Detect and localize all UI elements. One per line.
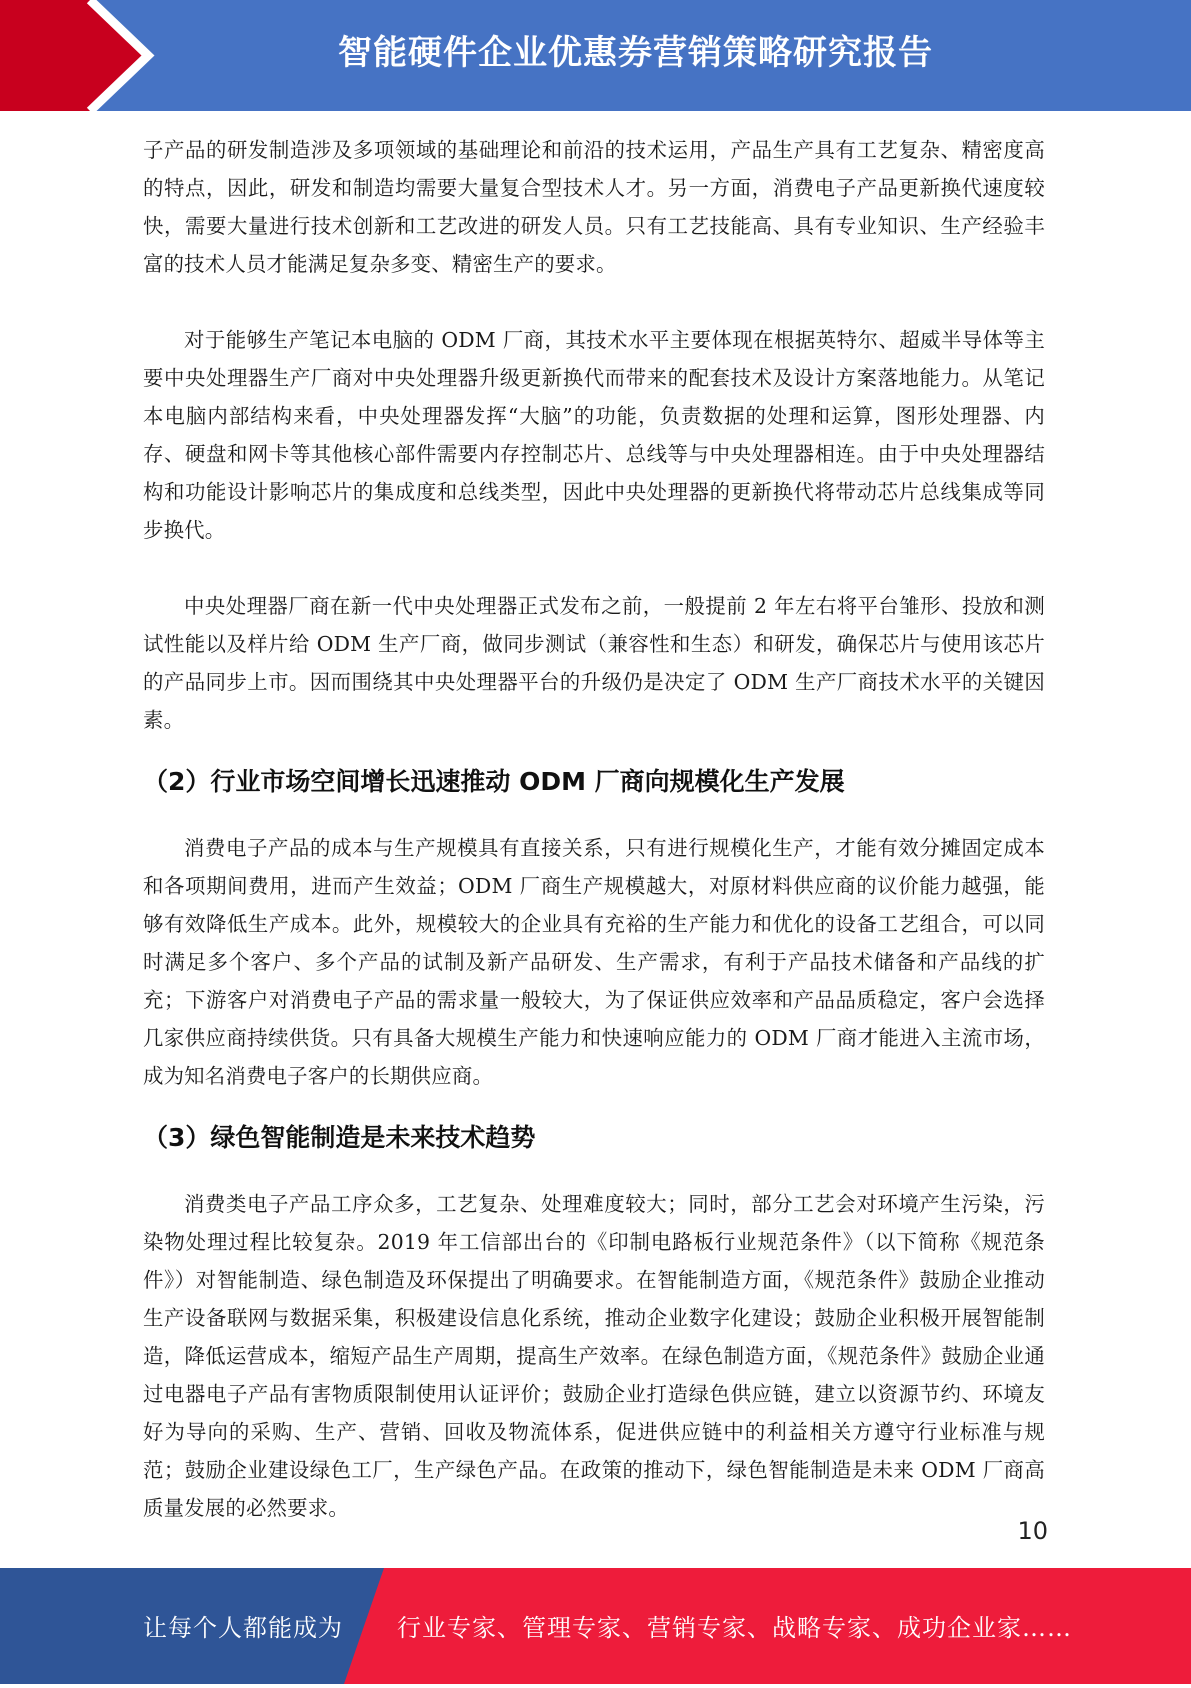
paragraph-odm-technology: 对于能够生产笔记本电脑的 ODM 厂商，其技术水平主要体现在根据英特尔、超威半导体等主要中央处理器生产厂商对中央处理器升级更新换代而带来的配套技术及设计方案落地能力。从笔记本电脑内部结构来看，中央处理器发挥“大脑”的功能，负责数据的处理和运算，图形处理器、内存、硬盘和网卡等其他核心部件需要内存控制芯片、总线等与中央处理器相连。由于中央处理器结构和功能设计影响芯片的集成度和总线类型，因此中央处理器的更新换代将带动芯片总线集成等同步换代。 <box>143 328 1045 542</box>
paragraph-spacer <box>143 283 1045 321</box>
section-heading-3: （3）绿色智能制造是未来技术趋势 <box>143 1123 536 1152</box>
paragraph-green-manufacturing: 消费类电子产品工序众多，工艺复杂、处理难度较大；同时，部分工艺会对环境产生污染，污染物处理过程比较复杂。2019 年工信部出台的《印制电路板行业规范条件》（以下简称《规范条件》）对智能制造、绿色制造及环保提出了明确要求。在智能制造方面，《规范条件》鼓励企业推动生产设备联网与数据采集，积极建设信息化系统，推动企业数字化建设；鼓励企业积极开展智能制造，降低运营成本，缩短产品生产周期，提高生产效率。在绿色制造方面，《规范条件》鼓励企业通过电器电子产品有害物质限制使用认证评价；鼓励企业打造绿色供应链，建立以资源节约、环境友好为导向的采购、生产、营销、回收及物流体系，促进供应链中的利益相关方遵守行业标准与规范；鼓励企业建设绿色工厂，生产绿色产品。在政策的推动下，绿色智能制造是未来 ODM 厂商高质量发展的必然要求。 <box>143 1192 1045 1520</box>
page-number: 10 <box>1017 1517 1048 1545</box>
page-footer-banner <box>0 1568 1191 1684</box>
paragraph-talent: 子产品的研发制造涉及多项领域的基础理论和前沿的技术运用，产品生产具有工艺复杂、精密度高的特点，因此，研发和制造均需要大量复合型技术人才。另一方面，消费电子产品更新换代速度较快，需要大量进行技术创新和工艺改进的研发人员。只有工艺技能高、具有专业知识、生产经验丰富的技术人员才能满足复杂多变、精密生产的要求。 <box>143 138 1045 276</box>
footer-slogan-left: 让每个人都能成为 <box>143 1614 343 1642</box>
header-arrow-decoration <box>0 0 160 111</box>
paragraph-scale-production: 消费电子产品的成本与生产规模具有直接关系，只有进行规模化生产，才能有效分摊固定成本和各项期间费用，进而产生效益；ODM 厂商生产规模越大，对原材料供应商的议价能力越强，能够有效降低生产成本。此外，规模较大的企业具有充裕的生产能力和优化的设备工艺组合，可以同时满足多个客户、多个产品的试制及新产品研发、生产需求，有利于产品技术储备和产品线的扩充；下游客户对消费电子产品的需求量一般较大，为了保证供应效率和产品品质稳定，客户会选择几家供应商持续供货。只有具备大规模生产能力和快速响应能力的 ODM 厂商才能进入主流市场，成为知名消费电子客户的长期供应商。 <box>143 836 1045 1088</box>
page-content <box>143 131 1045 1527</box>
paragraph-cpu-platform: 中央处理器厂商在新一代中央处理器正式发布之前，一般提前 2 年左右将平台雏形、投放和测试性能以及样片给 ODM 生产厂商，做同步测试（兼容性和生态）和研发，确保芯片与使用该芯片的产品同步上市。因而围绕其中央处理器平台的升级仍是决定了 ODM 生产厂商技术水平的关键因素。 <box>143 594 1045 732</box>
paragraph-spacer <box>143 549 1045 587</box>
footer-slogan-right: 行业专家、管理专家、营销专家、战略专家、成功企业家…… <box>397 1614 1072 1642</box>
report-title: 智能硬件企业优惠券营销策略研究报告 <box>338 33 933 73</box>
page-header-banner <box>0 0 1191 111</box>
section-heading-2: （2）行业市场空间增长迅速推动 ODM 厂商向规模化生产发展 <box>143 767 845 796</box>
